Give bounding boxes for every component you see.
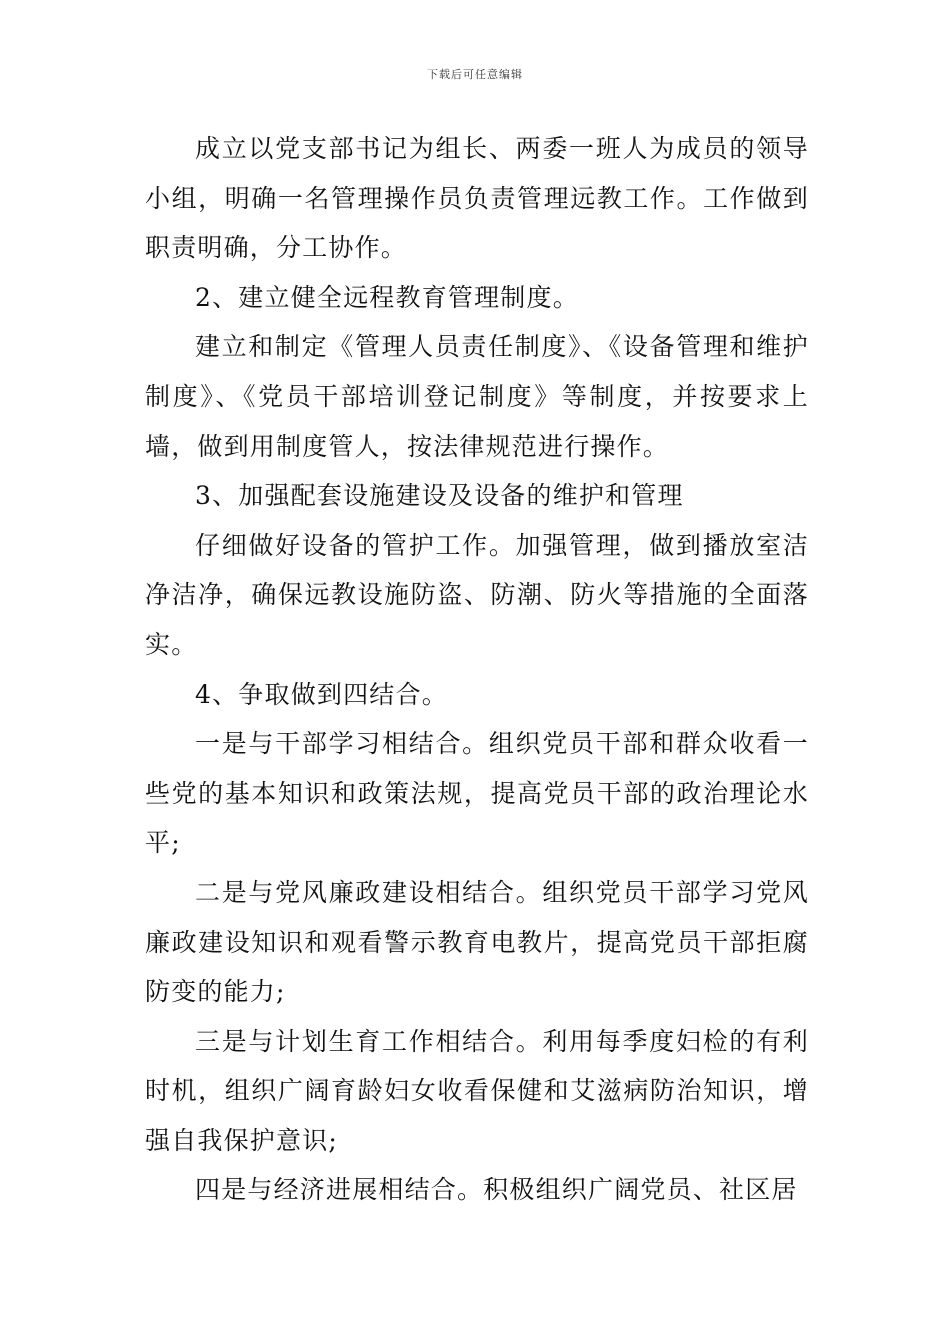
paragraph-clean-governance: 二是与党风廉政建设相结合。组织党员干部学习党风廉政建设知识和观看警示教育电教片，提高党员干部拒腐防变的能力; (145, 877, 809, 1007)
header-note: 下载后可任意编辑 (427, 68, 523, 81)
paragraph-management-system: 建立和制定《管理人员责任制度》、《设备管理和维护制度》、《党员干部培训登记制度》等制度，并按要求上墙，做到用制度管人，按法律规范进行操作。 (145, 332, 809, 461)
document-body (145, 124, 809, 1215)
paragraph-economic-development: 四是与经济进展相结合。积极组织广阔党员、社区居 (195, 1175, 798, 1205)
paragraph-leadership-group: 成立以党支部书记为组长、两委一班人为成员的领导小组，明确一名管理操作员负责管理远教工作。工作做到职责明确，分工协作。 (145, 134, 809, 263)
paragraph-facilities-maintenance: 仔细做好设备的管护工作。加强管理，做到播放室洁净洁净，确保远教设施防盗、防潮、防火等措施的全面落实。 (145, 530, 809, 659)
heading-four-combinations: 4、争取做到四结合。 (195, 679, 448, 709)
paragraph-cadre-study: 一是与干部学习相结合。组织党员干部和群众收看一些党的基本知识和政策法规，提高党员干部的政治理论水平; (145, 729, 809, 858)
heading-facilities-maintenance: 3、加强配套设施建设及设备的维护和管理 (195, 481, 684, 511)
heading-management-system: 2、建立健全远程教育管理制度。 (195, 282, 579, 312)
paragraph-family-planning: 三是与计划生育工作相结合。利用每季度妇检的有利时机，组织广阔育龄妇女收看保健和艾滋病防治知识，增强自我保护意识; (145, 1026, 809, 1155)
